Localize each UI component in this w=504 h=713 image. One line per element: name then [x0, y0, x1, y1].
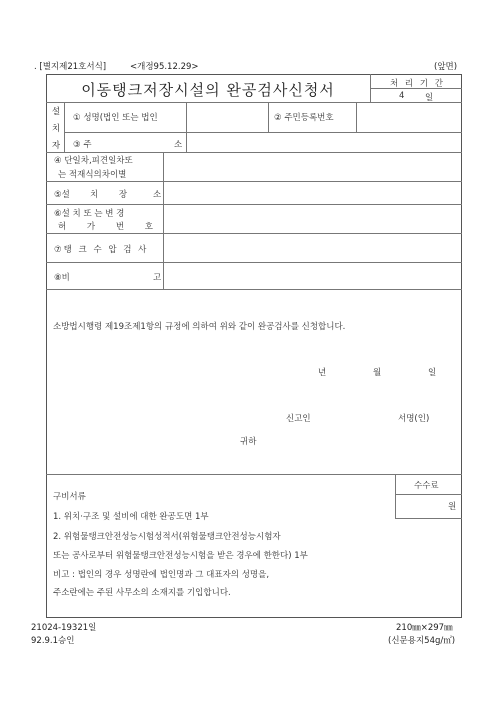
signature-label: 서명(인) — [398, 414, 430, 424]
remarks-note: 비고 : 법인의 경우 성명란에 법인명과 그 대표자의 성명을, — [53, 570, 270, 580]
processing-period-label: 처 리 기 간 — [390, 79, 445, 89]
processing-days-unit: 일 — [425, 93, 434, 103]
applicant-section-label: 설 치 자 — [51, 107, 61, 151]
form-number: . [별지제21호서식] — [34, 62, 107, 72]
resident-id-field[interactable] — [357, 103, 461, 131]
name-label: ① 성명(법인 또는 법인 — [73, 113, 158, 123]
remarks-field[interactable] — [164, 263, 461, 288]
row-5-label-mid: 치 장 — [90, 190, 137, 200]
document-item: 또는 공사로부터 위험물탱크안전성능시험을 받은 경우에 한한다) 1부 — [53, 551, 308, 561]
required-documents-heading: 구비서류 — [53, 492, 86, 502]
revision-date: <개정95.12.29> — [130, 62, 199, 72]
applicant-label: 신고인 — [286, 414, 311, 424]
fee-label: 수수료 — [414, 481, 439, 491]
date-month-label: 월 — [373, 368, 382, 378]
date-year-label: 년 — [318, 368, 327, 378]
row-6-label-line1: ⑥설 치 또 는 변 경 — [54, 209, 125, 219]
paper-spec: (신문용지54g/㎡) — [388, 636, 456, 646]
row-6-label-line2: 허 가 번 호 — [58, 222, 162, 232]
processing-days: 4 — [399, 91, 405, 101]
row-4-label-line1: ④ 단일차,피견일차또 — [54, 156, 133, 166]
page-side: (앞면) — [434, 62, 458, 72]
hydraulic-test-field[interactable] — [164, 234, 461, 261]
address-label: ③ 주 — [73, 140, 92, 150]
address-field[interactable] — [187, 133, 461, 151]
row-8-label: ⑧비 — [54, 273, 70, 283]
permit-number-field[interactable] — [164, 205, 461, 232]
addressee: 귀하 — [240, 437, 257, 447]
vehicle-type-field[interactable] — [164, 153, 461, 180]
paper-size: 210㎜×297㎜ — [396, 623, 453, 633]
row-7-label: ⑦탱 크 수 압 검 사 — [54, 245, 149, 255]
document-item: 2. 위험물탱크안전성능시험성적서(위험물탱크안전성능시험자 — [53, 532, 281, 542]
row-5-label: ⑤설 — [54, 190, 70, 200]
approval-date: 92.9.1승인 — [31, 636, 75, 646]
address-label-suffix: 소 — [174, 140, 183, 150]
document-item: 1. 위치·구조 및 설비에 대한 완공도면 1부 — [53, 512, 209, 522]
application-statement: 소방법시행령 제19조제1항의 규정에 의하여 위와 같이 완공검사를 신청합니다. — [53, 322, 346, 332]
row-5-label-end: 소 — [153, 190, 162, 200]
name-field[interactable] — [187, 103, 267, 131]
resident-id-label: ② 주민등록번호 — [274, 113, 334, 123]
remarks-note: 주소란에는 주된 사무소의 소재지를 기입합니다. — [53, 588, 231, 598]
row-8-label-end: 고 — [153, 273, 162, 283]
installation-location-field[interactable] — [164, 182, 461, 203]
applicant-name-field[interactable] — [318, 408, 396, 424]
form-title: 이동탱크저장시설의 완공검사신청서 — [81, 81, 335, 99]
row-4-label-line2: 는 적재식의차이별 — [58, 170, 127, 180]
fee-unit: 원 — [448, 502, 457, 512]
date-day-label: 일 — [428, 368, 437, 378]
form-code: 21024-19321일 — [31, 623, 97, 633]
